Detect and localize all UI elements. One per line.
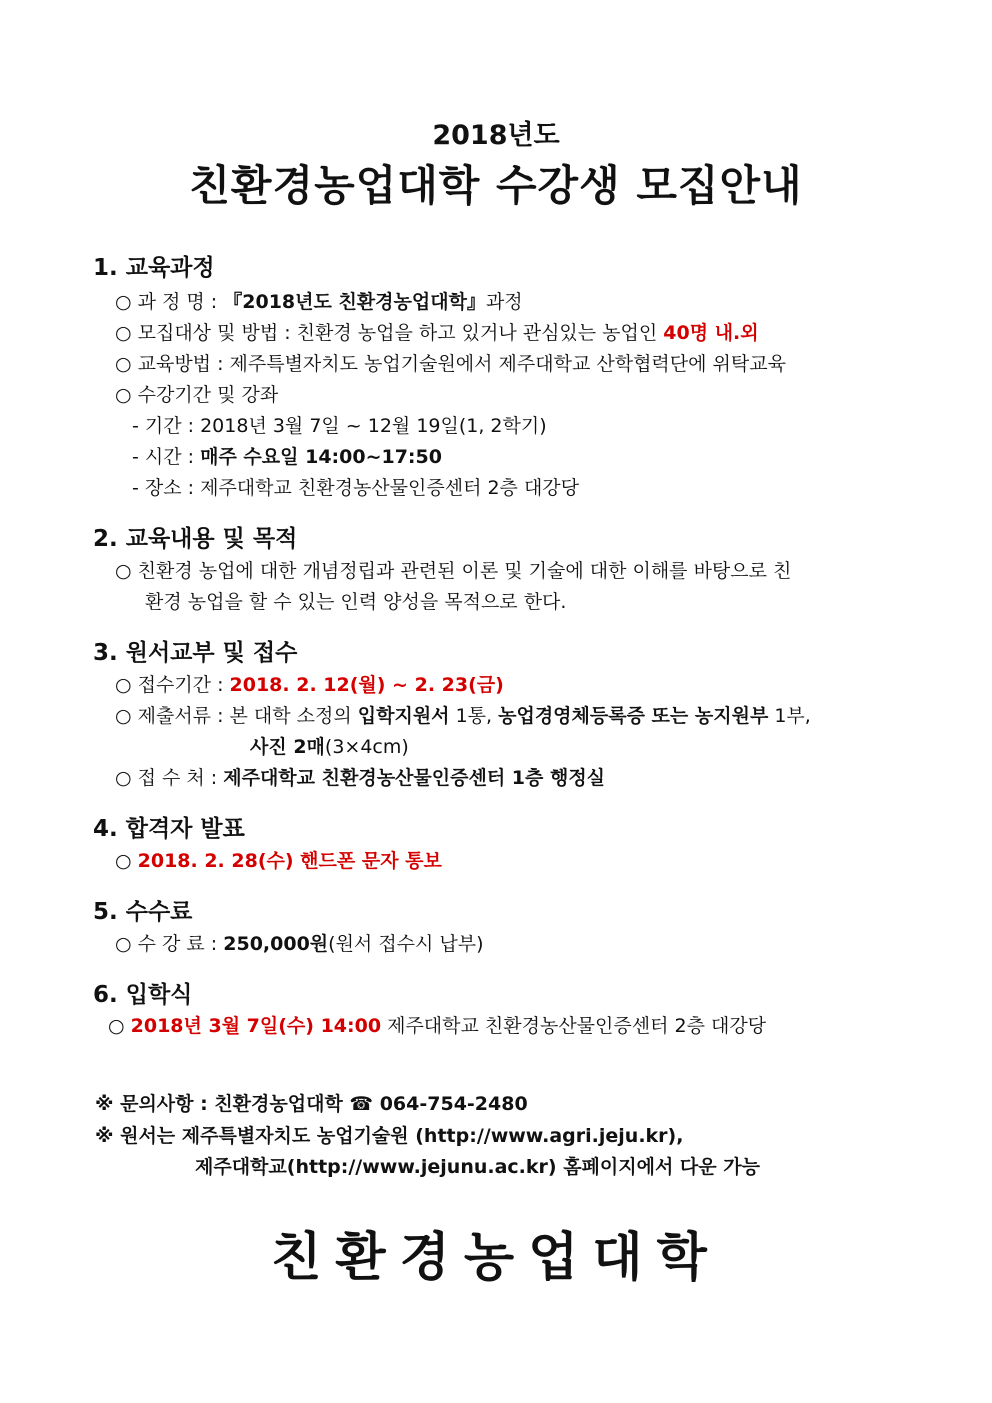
application-period-line: [115, 670, 504, 697]
course-name-label: ○ 과 정 명 :: [115, 291, 224, 313]
documents-line-2: [250, 732, 409, 759]
section-6-heading: 6. 입학식: [93, 982, 193, 1008]
download-note-2: 제주대학교(http://www.jejunu.ac.kr) 홈페이지에서 다운 가능: [195, 1156, 760, 1178]
announcement-bullet: ○: [115, 850, 138, 872]
fee-label: ○ 수 강 료 :: [115, 933, 224, 955]
course-name-value: 『2018년도 친환경농업대학』: [223, 291, 486, 313]
ceremony-place: 제주대학교 친환경농산물인증센터 2층 대강당: [381, 1015, 767, 1037]
course-name-line: [115, 287, 523, 314]
contact-note: ※ 문의사항 : 친환경농업대학 ☎ 064-754-2480: [95, 1093, 528, 1115]
download-note-1: ※ 원서는 제주특별자치도 농업기술원 (http://www.agri.jeju.kr),: [95, 1125, 684, 1147]
application-period-label: ○ 접수기간 :: [115, 674, 230, 696]
purpose-line-2: 환경 농업을 할 수 있는 인력 양성을 목적으로 한다.: [145, 591, 567, 613]
documents-registration: 농업경영체등록증 또는 농지원부: [498, 705, 769, 727]
time-value: 매주 수요일 14:00~17:50: [200, 446, 442, 468]
announcement-value: 2018. 2. 28(수) 핸드폰 문자 통보: [137, 850, 442, 872]
place-line: - 장소 : 제주대학교 친환경농산물인증센터 2층 대강당: [132, 477, 580, 499]
document-year: 2018년도: [432, 120, 560, 151]
office-label: ○ 접 수 처 :: [115, 767, 224, 789]
ceremony-line: [108, 1011, 766, 1038]
documents-photo: 사진 2매: [250, 736, 325, 758]
fee-suffix: (원서 접수시 납부): [328, 933, 484, 955]
section-3-heading: 3. 원서교부 및 접수: [93, 640, 298, 666]
ceremony-date: 2018년 3월 7일(수) 14:00: [130, 1015, 382, 1037]
method-line: ○ 교육방법 : 제주특별자치도 농업기술원에서 제주대학교 산학협력단에 위탁교육: [115, 353, 786, 375]
documents-photo-size: (3×4cm): [324, 736, 409, 758]
fee-line: [115, 929, 484, 956]
section-1-heading: 1. 교육과정: [93, 255, 215, 281]
section-4-heading: 4. 합격자 발표: [93, 816, 245, 842]
target-text: ○ 모집대상 및 방법 : 친환경 농업을 하고 있거나 관심있는 농업인: [115, 322, 664, 344]
section-5-heading: 5. 수수료: [93, 899, 193, 925]
period-heading-line: ○ 수강기간 및 강좌: [115, 384, 279, 406]
target-line: [115, 318, 759, 345]
organization-footer: 친환경농업대학: [271, 1228, 721, 1288]
ceremony-bullet: ○: [108, 1015, 131, 1037]
office-line: [115, 763, 605, 790]
office-value: 제주대학교 친환경농산물인증센터 1층 행정실: [223, 767, 606, 789]
document-title: 친환경농업대학 수강생 모집안내: [189, 161, 803, 210]
announcement-line: [115, 846, 442, 873]
time-label: - 시간 :: [132, 446, 201, 468]
documents-count-2: 1부,: [768, 705, 811, 727]
course-name-suffix: 과정: [485, 291, 523, 313]
period-line: - 기간 : 2018년 3월 7일 ~ 12월 19일(1, 2학기): [132, 415, 547, 437]
section-2-heading: 2. 교육내용 및 목적: [93, 526, 298, 552]
target-quota: 40명 내.외: [663, 322, 759, 344]
application-period-value: 2018. 2. 12(월) ~ 2. 23(금): [229, 674, 504, 696]
documents-application-form: 입학지원서: [357, 705, 450, 727]
purpose-line-1: ○ 친환경 농업에 대한 개념정립과 관련된 이론 및 기술에 대한 이해를 바탕으로 친: [115, 560, 792, 582]
time-line: [132, 442, 442, 469]
documents-line: [115, 701, 811, 728]
documents-label: ○ 제출서류 : 본 대학 소정의: [115, 705, 358, 727]
documents-count-1: 1통,: [449, 705, 499, 727]
fee-value: 250,000원: [223, 933, 329, 955]
